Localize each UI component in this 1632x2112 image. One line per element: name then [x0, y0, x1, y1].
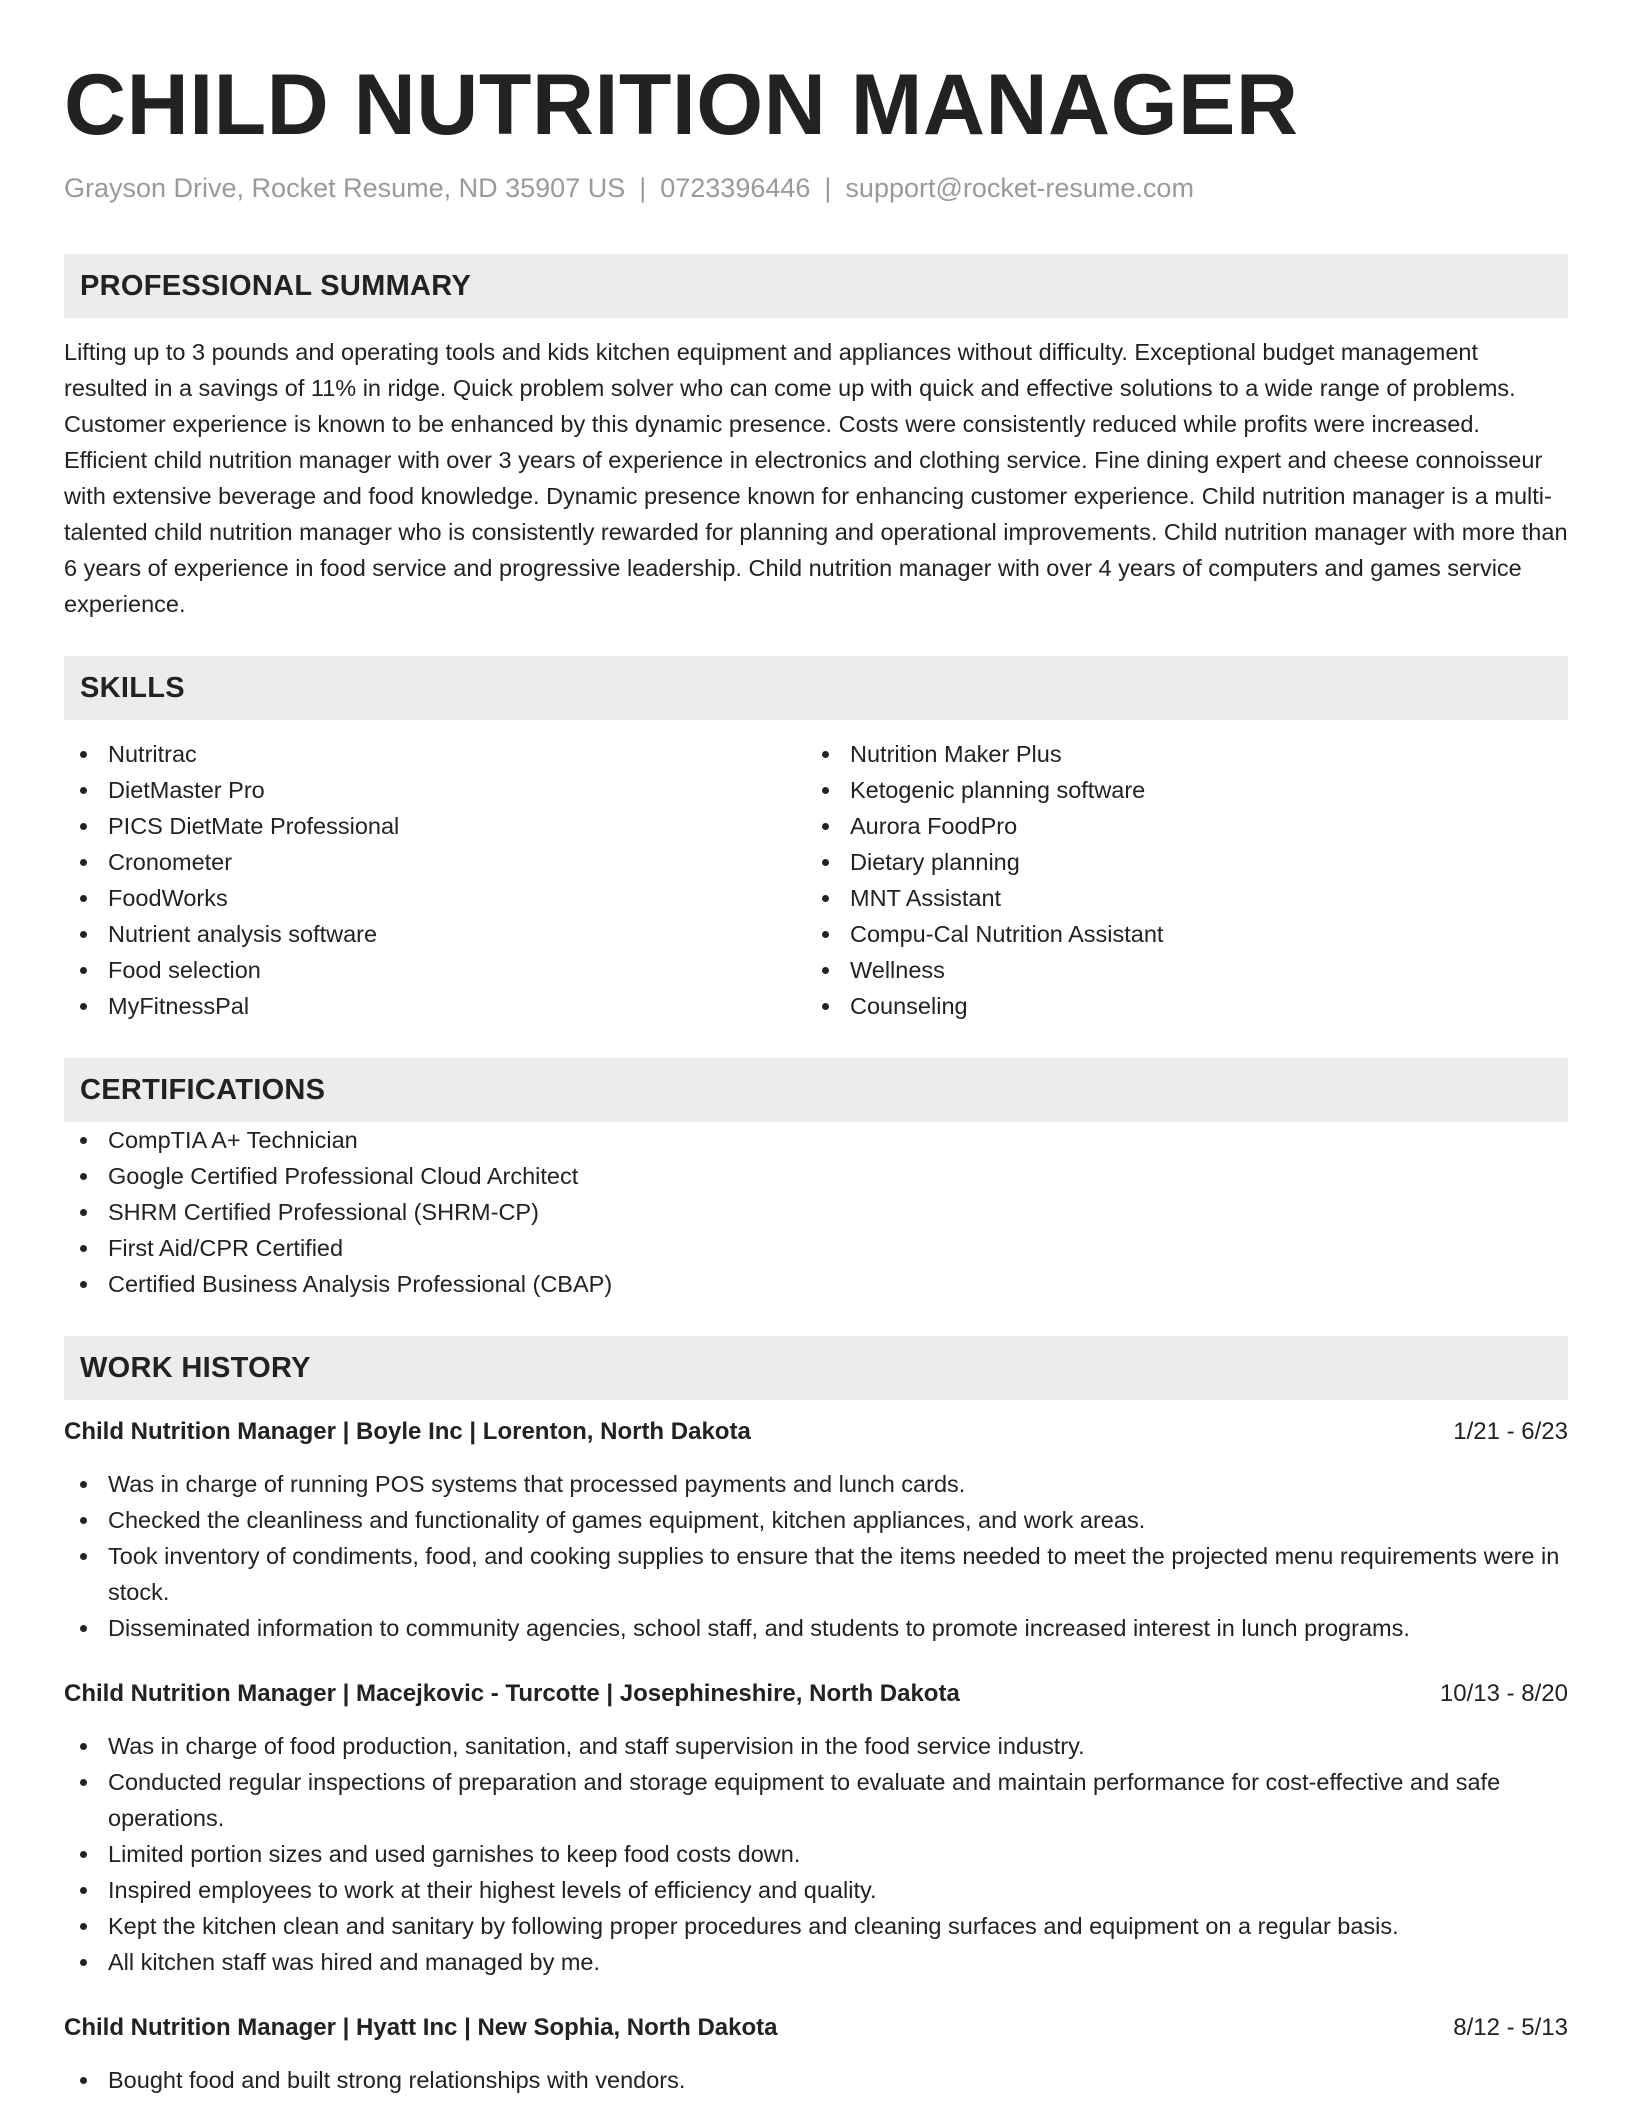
- job-header: [64, 1676, 1568, 1712]
- job-entry: [64, 2010, 1568, 2098]
- skill-item: Food selection: [64, 952, 806, 988]
- job-title: Child Nutrition Manager | Boyle Inc | Lorenton, North Dakota: [64, 1418, 751, 1446]
- contact-separator: |: [639, 173, 647, 203]
- skill-item: Counseling: [806, 988, 1548, 1024]
- job-header: [64, 2010, 1568, 2046]
- certification-item: First Aid/CPR Certified: [64, 1230, 1568, 1266]
- job-dates: 1/21 - 6/23: [1453, 1418, 1568, 1446]
- job-bullet: Kept the kitchen clean and sanitary by following proper procedures and cleaning surfaces and equipment on a regular basis.: [64, 1908, 1568, 1944]
- skill-item: Aurora FoodPro: [806, 808, 1548, 844]
- job-entry: [64, 1414, 1568, 1646]
- resume-title: CHILD NUTRITION MANAGER: [64, 57, 1299, 153]
- job-dates: 8/12 - 5/13: [1453, 2014, 1568, 2042]
- certification-item: CompTIA A+ Technician: [64, 1122, 1568, 1158]
- skills-right-column: [806, 736, 1548, 1024]
- job-dates: 10/13 - 8/20: [1439, 1680, 1568, 1708]
- skill-item: PICS DietMate Professional: [64, 808, 806, 844]
- skill-item: MyFitnessPal: [64, 988, 806, 1024]
- skills-left-column: [64, 736, 806, 1024]
- certification-item: Google Certified Professional Cloud Architect: [64, 1158, 1568, 1194]
- skill-item: Nutrient analysis software: [64, 916, 806, 952]
- summary-heading: PROFESSIONAL SUMMARY: [64, 254, 1568, 318]
- summary-text: Lifting up to 3 pounds and operating tools and kids kitchen equipment and appliances without difficulty. Exceptional budget management resulted in a savings of 11% in ridge. Quick problem solver who can come up with quick and effective solutions to a wide range of problems. Customer experience is known to be enhanced by this dynamic presence. Costs were consistently reduced while profits were increased. Efficient child nutrition manager with over 3 years of experience in electronics and clothing service. Fine dining expert and cheese connoisseur with extensive beverage and food knowledge. Dynamic presence known for enhancing customer experience. Child nutrition manager is a multi-talented child nutrition manager who is consistently rewarded for planning and operational improvements. Child nutrition manager with more than 6 years of experience in food service and progressive leadership. Child nutrition manager with over 4 years of computers and games service experience.: [64, 339, 1568, 618]
- skill-item: Compu-Cal Nutrition Assistant: [806, 916, 1548, 952]
- job-header: [64, 1414, 1568, 1450]
- job-bullet: Inspired employees to work at their highest levels of efficiency and quality.: [64, 1872, 1568, 1908]
- skill-item: Nutritrac: [64, 736, 806, 772]
- certification-item: Certified Business Analysis Professional (CBAP): [64, 1266, 1568, 1302]
- job-bullet: Took inventory of condiments, food, and cooking supplies to ensure that the items needed to meet the projected menu requirements were in stock.: [64, 1538, 1568, 1610]
- skill-item: MNT Assistant: [806, 880, 1548, 916]
- job-bullet: Was in charge of food production, sanitation, and staff supervision in the food service industry.: [64, 1728, 1568, 1764]
- job-bullets: [64, 1466, 1568, 1646]
- contact-separator: |: [824, 173, 832, 203]
- certifications-heading: CERTIFICATIONS: [64, 1058, 1568, 1122]
- certification-item: SHRM Certified Professional (SHRM-CP): [64, 1194, 1568, 1230]
- job-title: Child Nutrition Manager | Hyatt Inc | New Sophia, North Dakota: [64, 2014, 778, 2042]
- job-bullet: Disseminated information to community agencies, school staff, and students to promote increased interest in lunch programs.: [64, 1610, 1568, 1646]
- skills-grid: [64, 736, 1568, 1024]
- skills-heading: SKILLS: [64, 656, 1568, 720]
- contact-email: support@rocket-resume.com: [845, 173, 1194, 203]
- job-bullet: Checked the cleanliness and functionality of games equipment, kitchen appliances, and work areas.: [64, 1502, 1568, 1538]
- contact-phone: 0723396446: [660, 173, 811, 203]
- job-bullets: [64, 2062, 1568, 2098]
- work-history-heading: WORK HISTORY: [64, 1336, 1568, 1400]
- certifications-list: [64, 1122, 1568, 1302]
- contact-line: [64, 172, 1568, 204]
- job-bullet: Bought food and built strong relationships with vendors.: [64, 2062, 1568, 2098]
- skill-item: Ketogenic planning software: [806, 772, 1548, 808]
- skill-item: Dietary planning: [806, 844, 1548, 880]
- job-title: Child Nutrition Manager | Macejkovic - Turcotte | Josephineshire, North Dakota: [64, 1680, 960, 1708]
- skill-item: Cronometer: [64, 844, 806, 880]
- contact-address: Grayson Drive, Rocket Resume, ND 35907 US: [64, 173, 626, 203]
- job-bullet: Was in charge of running POS systems that processed payments and lunch cards.: [64, 1466, 1568, 1502]
- job-bullet: Limited portion sizes and used garnishes to keep food costs down.: [64, 1836, 1568, 1872]
- skill-item: Wellness: [806, 952, 1548, 988]
- job-bullet: All kitchen staff was hired and managed by me.: [64, 1944, 1568, 1980]
- job-bullet: Conducted regular inspections of preparation and storage equipment to evaluate and maintain performance for cost-effective and safe operations.: [64, 1764, 1568, 1836]
- skill-item: DietMaster Pro: [64, 772, 806, 808]
- skill-item: FoodWorks: [64, 880, 806, 916]
- skill-item: Nutrition Maker Plus: [806, 736, 1548, 772]
- job-bullets: [64, 1728, 1568, 1980]
- job-entry: [64, 1676, 1568, 1980]
